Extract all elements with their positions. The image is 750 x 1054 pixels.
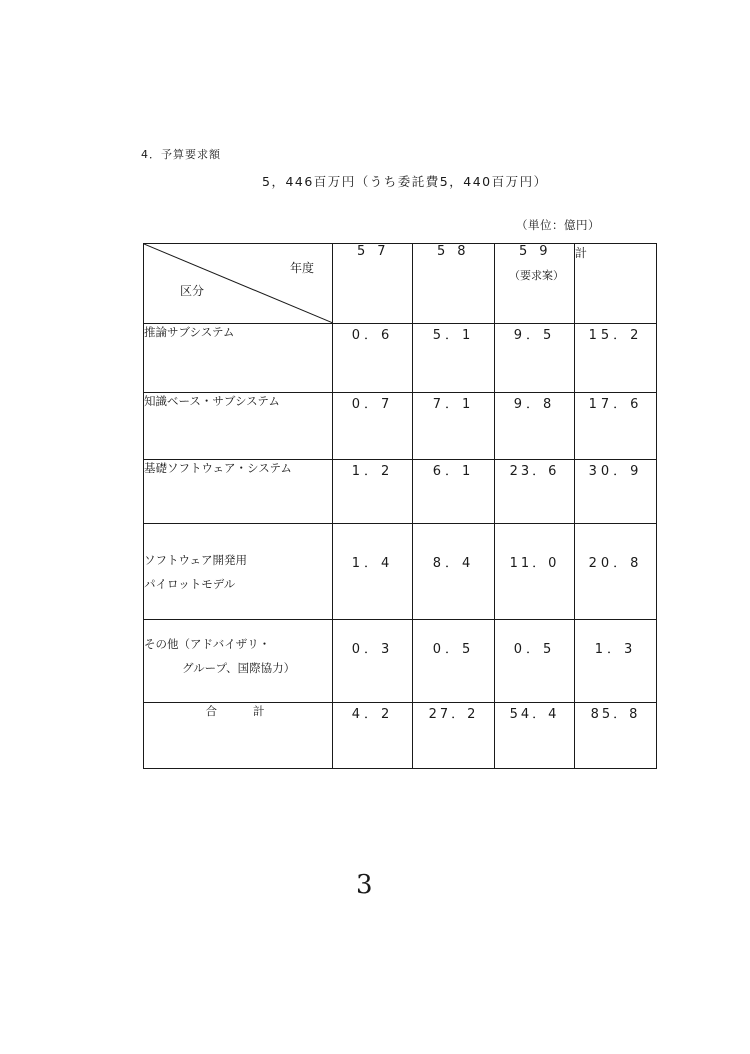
column-header-57: [333, 244, 413, 324]
page-number: 3: [356, 870, 373, 900]
row-label-line1: その他（アドバイザリ・: [144, 637, 271, 651]
row-total: 15．2: [575, 324, 657, 393]
row-label-line2: パイロットモデル: [144, 577, 236, 591]
total-row: [144, 703, 657, 769]
table-row: [144, 324, 657, 393]
header-row: [144, 244, 657, 324]
corner-year-label: 年度: [289, 261, 314, 275]
unit-note: （単位：億円）: [516, 218, 600, 232]
cell-value: 7．1: [413, 393, 495, 460]
budget-table: [143, 243, 657, 769]
corner-cell: [144, 244, 333, 324]
column-header-year: 58: [437, 244, 478, 259]
column-header-year: 59: [519, 244, 560, 259]
cell-value: 9．5: [495, 324, 575, 393]
section-heading: 4．予算要求額: [141, 148, 221, 161]
cell-value: 1．4: [333, 524, 413, 620]
column-header-58: [413, 244, 495, 324]
column-header-subtitle: （要求案）: [509, 269, 564, 282]
corner-diagonal: [144, 244, 333, 323]
column-header-59: [495, 244, 575, 324]
cell-value: 23．6: [495, 460, 575, 524]
column-header-year: 57: [357, 244, 398, 259]
table-row: [144, 620, 657, 703]
row-total: 1．3: [575, 620, 657, 703]
row-total: 30．9: [575, 460, 657, 524]
cell-value: 27．2: [413, 703, 495, 769]
grand-total: 85．8: [575, 703, 657, 769]
corner-category-label: 区分: [180, 284, 205, 298]
total-row-label: 合計: [144, 703, 333, 769]
table-row: [144, 524, 657, 620]
row-label: 基礎ソフトウェア・システム: [144, 460, 333, 524]
cell-value: 0．3: [333, 620, 413, 703]
cell-value: 4．2: [333, 703, 413, 769]
cell-value: 11．0: [495, 524, 575, 620]
cell-value: 8．4: [413, 524, 495, 620]
budget-amount: 5，446百万円（うち委託費5，440百万円）: [262, 174, 548, 189]
cell-value: 0．5: [413, 620, 495, 703]
row-label-line2: グループ、国際協力）: [182, 661, 296, 675]
cell-value: 0．6: [333, 324, 413, 393]
row-total: 17．6: [575, 393, 657, 460]
row-label: 推論サブシステム: [144, 324, 333, 393]
row-label-line1: ソフトウェア開発用: [144, 553, 248, 567]
cell-value: 9．8: [495, 393, 575, 460]
row-label: 知識ベース・サブシステム: [144, 393, 333, 460]
cell-value: 0．7: [333, 393, 413, 460]
row-label: [144, 524, 333, 620]
table-row: [144, 393, 657, 460]
cell-value: 1．2: [333, 460, 413, 524]
row-label: [144, 620, 333, 703]
cell-value: 6．1: [413, 460, 495, 524]
column-header-total: 計: [575, 244, 657, 324]
cell-value: 5．1: [413, 324, 495, 393]
cell-value: 54．4: [495, 703, 575, 769]
table-row: [144, 460, 657, 524]
row-total: 20．8: [575, 524, 657, 620]
cell-value: 0．5: [495, 620, 575, 703]
